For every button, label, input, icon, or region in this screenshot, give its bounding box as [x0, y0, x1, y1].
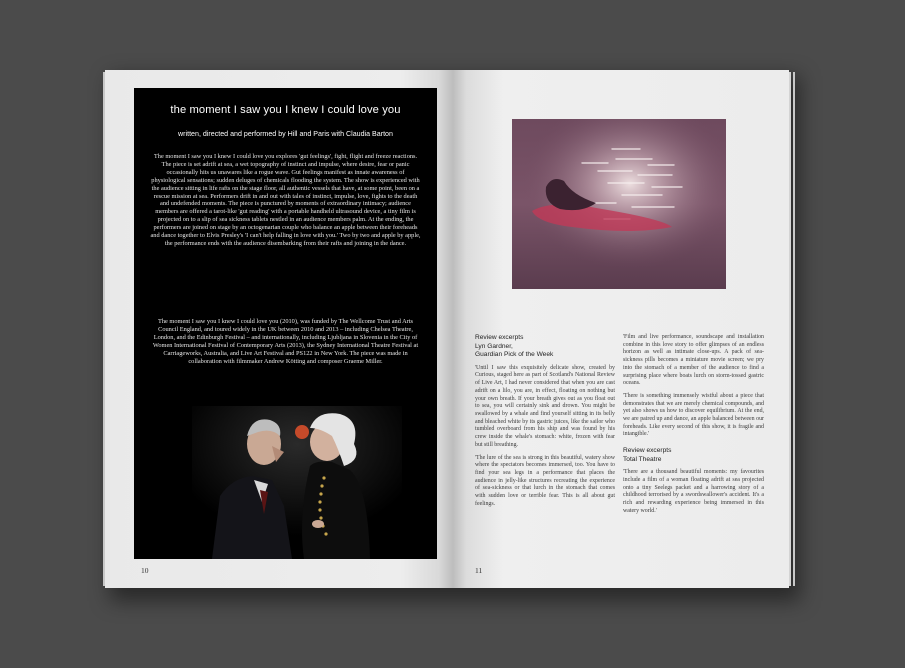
review1-source: Guardian Pick of the Week: [475, 351, 554, 359]
review1-author: Lyn Gardner,: [475, 342, 513, 350]
review2-source: Total Theatre: [623, 455, 662, 463]
black-text-panel: [134, 88, 437, 559]
article-body-2: The moment I saw you I knew I could love you (2010), was funded by The Wellcome Trust and Arts Council England, and toured widely in the UK between 2010 and 2013 – including Chelsea Theatre, London, and the Edinburgh Festival – and internationally, including Ljubljana in Slovenia in the City of Women International Festival of Contemporary Arts (2013), the Sydney International Theatre Festival at Carriageworks, Australia, and Live Art Festival and PS122 in New York. The piece was made in collaboration with filmmaker Andrew Kötting and composer Graeme Miller.: [152, 318, 419, 365]
review-column-2: [623, 334, 764, 521]
couple-apple-photo: [192, 406, 402, 559]
article-title: the moment I saw you I knew I could love you: [170, 104, 401, 116]
page-number-left: 10: [141, 566, 149, 575]
page-edge: [793, 72, 795, 586]
review-column-1: [475, 334, 615, 513]
page-edge: [103, 72, 105, 586]
sea-raft-photo: [512, 119, 726, 289]
review2-heading: Review excerpts: [623, 447, 672, 455]
article-body-1: The moment I saw you I knew I could love you explores 'gut feelings', fight, flight and freeze reactions. The piece is set adrift at sea, a wet topography of instinct and impulse, where desire, fear or panic occasionally hits us unawares like a rogue wave. Gut feelings manifest as innate awareness of physiological sensations; sudden deluges of chemicals flooding the system. The show is experienced with the audience sitting in life rafts on the stage floor, all authentic vessels that have, at some point, been on a rescue mission at sea. Performers drift in and out with tales of instinct, impulse, love, fights to the death and undefended moments. The piece is punctured by moments of extraordinary intimacy; audience members are offered a tarot-like 'gut reading' with a portable handheld ultrasound device, a tiny film is projected on to a slip of sea sickness tablets nestled in an audience members palm. At the ending, the performers are joined on stage by an octogenarian couple who balance an apple between their foreheads and dance together to Elvis Presley's 'I can't help falling in love with you.' Two by two and apple by apple, the performance ends with the audience disembarking from their rafts and joining in the dance.: [150, 153, 421, 247]
article-credits: written, directed and performed by Hill and Paris with Claudia Barton: [178, 130, 393, 138]
review1-paragraph: 'The lure of the sea is strong in this beautiful, watery show where the spectators becomes immersed, too. You have to find your sea legs in a performance that places the audience in jelly-like structures recreating the experience of sea-sickness or that lurch in the stomach that comes with sudden love or terrible fear. This is all about gut feelings.: [475, 454, 615, 507]
review1-paragraph: 'Until I saw this exquisitely delicate show, created by Curious, staged here as part of Scotland's National Review of Live Art, I had never considered that when you are cast adrift on a lilo, you are, in effect, floating on nothing but your own breath. If your breath gives out as you float out to sea, you will certainly sink and drown. You might be swallowed by a whale and find yourself sitting in its belly and bleached white by its gastric juices, like the sailor who tumbled overboard from his ship and was found by his crew inside the whale's stomach: white, frozen with fear but still breathing.: [475, 364, 615, 448]
review1-paragraph: 'There is something immensely wistful about a piece that demonstrates that we are merely chemical compounds, and yet also shows us how to discover equilibrium. At the end, we are paired up and dance, an apple balanced between our foreheads. Like every second of this show, it is fragile and intangible.': [623, 392, 764, 438]
review1-paragraph: 'Film and live performance, soundscape and installation combine in this love story to offer glimpses of an endless horizon as well as intimate close-ups. A pack of sea-sickness pills becomes a miniature movie screen; we pry into the stomach of a member of the audience to find a surprising place where boats lurch on storm-tossed gastric oceans.: [623, 334, 764, 387]
review2-paragraph: 'There are a thousand beautiful moments: my favourites include a film of a woman floating adrift at sea projected onto a tiny Seelegs packet and a harrowing story of a childhood terrorised by a swordswallower's accident. It's a rich and rewarding experience being immersed in this watery world.': [623, 469, 764, 514]
page-edge: [789, 72, 791, 586]
review1-heading: Review excerpts: [475, 334, 524, 341]
page-number-right: 11: [475, 566, 483, 575]
